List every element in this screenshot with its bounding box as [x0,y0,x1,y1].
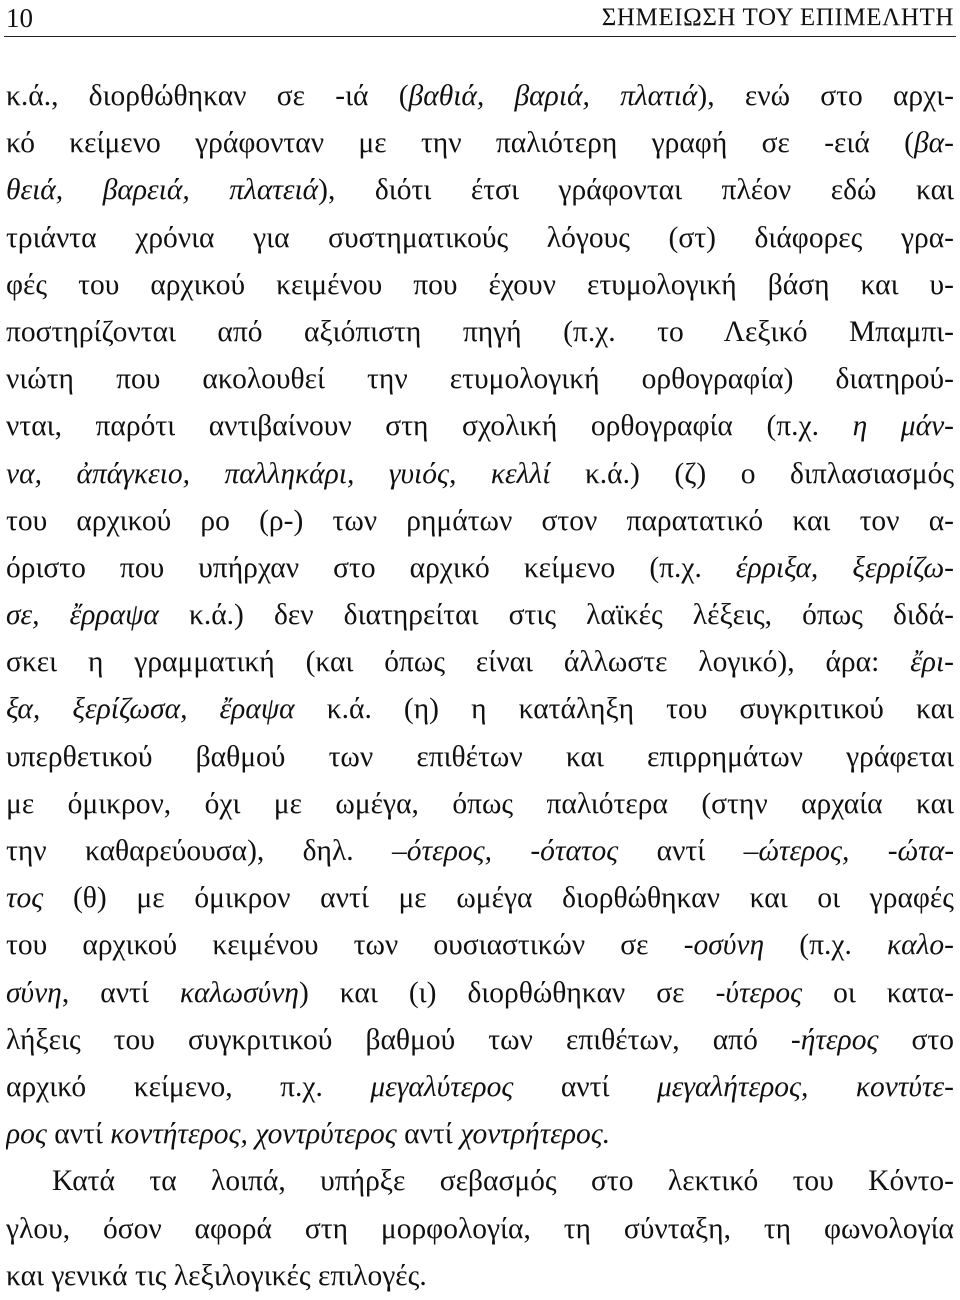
text-line [6,734,954,781]
text-segment: του αρχικού κειμένου των ουσιαστικών σε [6,929,684,962]
text-line [6,120,954,167]
text-line [6,639,954,686]
text-segment: και γενικά τις λεξιλογικές επιλογές. [6,1259,427,1292]
text-line [6,1064,954,1111]
text-line [6,215,954,262]
text-line [6,875,954,922]
text-segment: λήξεις του συγκριτικού βαθμού των επιθέτων, από [6,1023,791,1056]
italic-text: σε, ἔρραψα [6,599,159,632]
body-text [6,73,954,1300]
italic-text: κοντήτερος, χοντρύτερος [110,1118,397,1151]
text-segment: ), διότι έτσι γράφονται πλέον εδώ και [318,174,954,207]
text-line [6,1253,954,1300]
text-line [6,167,954,214]
text-line [6,1158,954,1205]
text-segment: κ.ά., διορθώθηκαν σε -ιά ( [6,80,409,112]
text-line [6,309,954,356]
italic-text: -οσύνη [683,929,765,962]
text-line [6,828,954,875]
italic-text: η μάν- [852,410,954,443]
italic-text: -ήτερος [790,1023,879,1056]
italic-text: βα- [913,127,954,160]
text-segment: φές του αρχικού κειμένου που έχουν ετυμολογική βάση και υ- [6,268,954,301]
text-segment: την καθαρεύουσα), δηλ. [6,835,393,867]
text-line [6,451,954,498]
text-line [6,592,954,639]
text-line [6,356,954,403]
italic-text: ἔρι- [910,646,954,679]
text-line [6,1111,954,1158]
italic-text: να, ἀπάγκειο, παλληκάρι, γυιός, κελλί [6,457,551,490]
text-segment: (π.χ. [764,929,888,962]
page-header [4,0,956,37]
text-line [6,1017,954,1064]
italic-text: τος [6,882,44,915]
italic-text: έρριξα, ξερρίζω- [735,551,954,584]
page-number: 10 [6,3,33,33]
text-segment: κ.ά.) (ζ) ο διπλασιασμός [550,457,954,490]
text-segment: νται, παρότι αντιβαίνουν στη σχολική ορθογραφία (π.χ. [6,410,853,443]
text-line [6,970,954,1017]
text-segment: ποστηρίζονται από αξιόπιστη πηγή (π.χ. το Λεξικό Μπαμπι- [6,315,954,348]
italic-text: καλωσύνη [179,976,299,1009]
text-segment: αντί [618,835,744,867]
text-line [6,545,954,592]
text-segment: αντί [46,1118,111,1151]
text-segment: κ.ά.) δεν διατηρείται στις λαϊκές λέξεις, όπως διδά- [158,599,954,632]
text-line [6,262,954,309]
text-segment: υπερθετικού βαθμού των επιθέτων και επιρρημάτων γράφεται [6,740,954,773]
italic-text: –ώτερος, -ώτα- [743,835,954,867]
text-line [6,403,954,450]
text-segment: αντί [396,1118,461,1151]
text-segment: (θ) με όμικρον αντί με ωμέγα διορθώθηκαν και οι γραφές [43,882,954,915]
text-segment: όριστο που υπήρχαν στο αρχικό κείμενο (π.χ. [6,551,736,584]
text-segment: , αντί [61,976,180,1009]
italic-text: θειά, βαρειά, πλατειά [6,174,319,207]
text-line [6,781,954,828]
text-segment: σκει η γραμματική (και όπως είναι άλλωστε λογικό), άρα: [6,646,911,679]
text-segment: κ.ά. (η) η κατάληξη του συγκριτικού και [294,693,954,726]
text-segment: αρχικό κείμενο, π.χ. [6,1070,371,1103]
text-segment: του αρχικού ρο (ρ-) των ρημάτων στον παρατατικό και τον α- [6,504,954,537]
text-segment: ) και (ι) διορθώθηκαν σε [298,976,716,1009]
italic-text: καλο- [887,929,954,962]
italic-text: –ότερος, -ότατος [392,835,619,867]
text-segment: γλου, όσον αφορά στη μορφολογία, τη σύνταξη, τη φωνολογία [6,1212,954,1245]
text-segment: τριάντα χρόνια για συστηματικούς λόγους (στ) διάφορες γρα- [6,221,954,254]
text-segment: στο [878,1023,954,1056]
text-segment: Κατά τα λοιπά, υπήρξε σεβασμός στο λεκτικό του Κόντο- [52,1165,954,1198]
italic-text: βαθιά, βαριά, πλατιά [408,80,698,112]
italic-text: σύνη [6,976,62,1009]
italic-text: μεγαλύτερος [370,1070,514,1103]
italic-text: ξα, ξερίζωσα, ἔραψα [6,693,295,726]
text-segment: αντί [513,1070,657,1103]
text-line [6,686,954,733]
text-line [6,73,954,120]
italic-text: ρος [6,1118,47,1151]
text-line [6,1206,954,1253]
text-line [6,498,954,545]
text-segment: κό κείμενο γράφονταν με την παλιότερη γραφή σε -ειά ( [6,127,914,160]
text-segment: ), ενώ στο αρχι- [697,80,954,112]
text-line [6,922,954,969]
text-segment: νιώτη που ακολουθεί την ετυμολογική ορθογραφία) διατηρού- [6,363,954,396]
italic-text: -ύτερος [715,976,803,1009]
running-head: ΣΗΜΕΙΩΣΗ ΤΟΥ ΕΠΙΜΕΛΗΤΗ [601,4,954,31]
italic-text: χοντρήτερος. [460,1118,611,1151]
text-segment: με όμικρον, όχι με ωμέγα, όπως παλιότερα (στην αρχαία και [6,787,954,820]
italic-text: μεγαλήτερος, κοντύτε- [656,1070,954,1103]
text-segment: οι κατα- [802,976,954,1009]
